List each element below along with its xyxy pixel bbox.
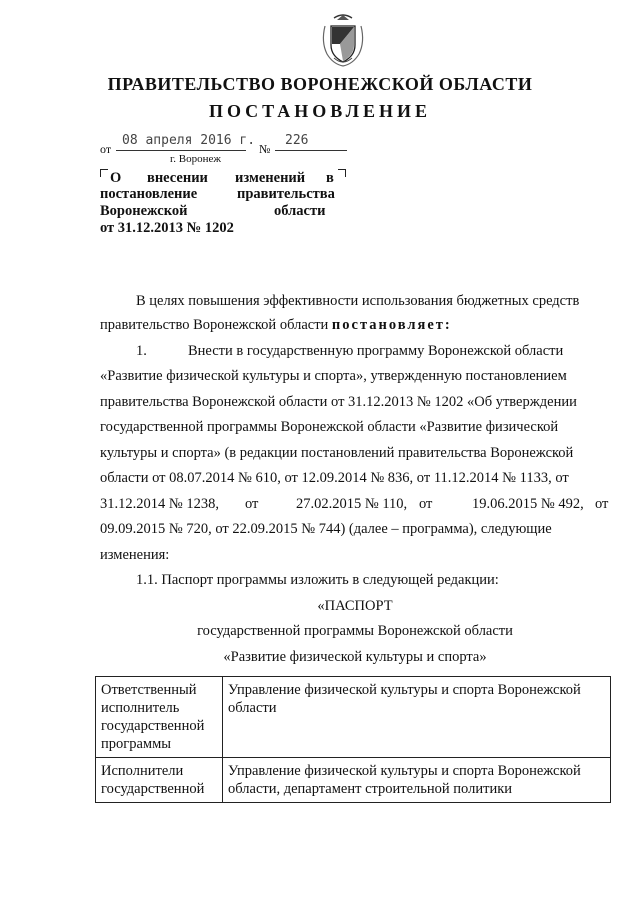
passport-subtitle: государственной программы Воронежской области xyxy=(197,623,513,639)
government-title: ПРАВИТЕЛЬСТВО ВОРОНЕЖСКОЙ ОБЛАСТИ xyxy=(107,74,533,94)
row-label: Ответственный исполнитель государственной программы xyxy=(96,677,223,758)
from-label: от xyxy=(100,142,112,156)
date-underline xyxy=(116,150,246,151)
table-row xyxy=(96,758,611,803)
subject-corner-right xyxy=(338,169,346,177)
date-value: 08 апреля 2016 г. xyxy=(122,133,256,148)
coat-of-arms-icon xyxy=(318,12,368,70)
city-label: г. Воронеж xyxy=(170,153,221,165)
document-type-title: ПОСТАНОВЛЕНИЕ xyxy=(208,101,432,121)
number-underline xyxy=(275,150,347,151)
passport-title: «ПАСПОРТ xyxy=(317,598,393,614)
passport-table xyxy=(95,676,611,803)
number-value: 226 xyxy=(285,133,309,148)
number-label: № xyxy=(259,142,271,156)
row-value: Управление физической культуры и спорта Воронежской области, департамент строительной политики xyxy=(223,758,611,803)
subject-corner-left xyxy=(100,169,108,177)
table-row xyxy=(96,677,611,758)
passport-program-name: «Развитие физической культуры и спорта» xyxy=(223,649,487,665)
row-value: Управление физической культуры и спорта Воронежской области xyxy=(223,677,611,758)
row-label: Исполнители государственной xyxy=(96,758,223,803)
